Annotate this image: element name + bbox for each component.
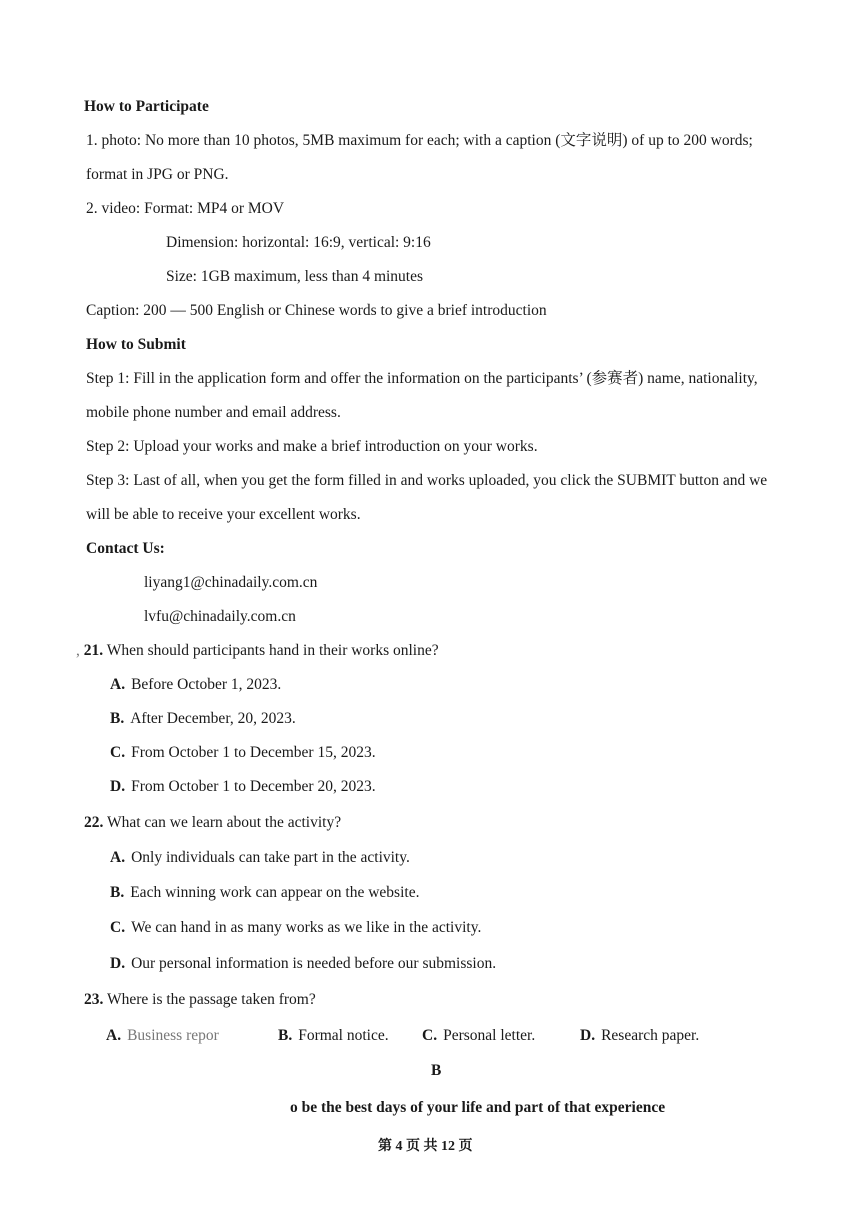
step1-line-2: mobile phone number and email address. bbox=[86, 404, 341, 421]
option-label: A. bbox=[110, 849, 126, 866]
question-22-option-d bbox=[110, 954, 496, 974]
photo-rule-line-1: 1. photo: No more than 10 photos, 5MB maximum for each; with a caption (文字说明) of up to 200 words; bbox=[86, 132, 753, 149]
option-text: We can hand in as many works as we like in the activity. bbox=[131, 919, 482, 936]
option-label: D. bbox=[580, 1027, 596, 1044]
margin-mark: , bbox=[76, 642, 80, 659]
option-label: A. bbox=[106, 1027, 122, 1044]
section-b-partial-line: o be the best days of your life and part of that experience bbox=[290, 1099, 666, 1116]
question-stem: When should participants hand in their works online? bbox=[106, 642, 439, 659]
contact-email-1: liyang1@chinadaily.com.cn bbox=[144, 574, 318, 591]
question-21-option-d bbox=[110, 777, 376, 797]
section-b-label: B bbox=[431, 1062, 442, 1079]
video-size-line: Size: 1GB maximum, less than 4 minutes bbox=[166, 268, 424, 285]
question-22-option-b bbox=[110, 883, 419, 903]
option-label: B. bbox=[110, 884, 125, 901]
question-22-option-c bbox=[110, 918, 481, 938]
option-text: Research paper. bbox=[601, 1027, 700, 1044]
question-23 bbox=[84, 990, 316, 1010]
question-number: 22. bbox=[84, 814, 104, 831]
step3-line-2: will be able to receive your excellent works. bbox=[86, 506, 361, 523]
step1-line-1: Step 1: Fill in the application form and offer the information on the participants’ (参赛者) name, nationality, bbox=[86, 370, 758, 387]
section-heading-participate: How to Participate bbox=[84, 98, 209, 115]
question-23-option-c bbox=[422, 1026, 535, 1046]
option-text: Only individuals can take part in the activity. bbox=[131, 849, 410, 866]
option-text: Before October 1, 2023. bbox=[131, 676, 282, 693]
option-label: B. bbox=[110, 710, 125, 727]
question-21-option-a bbox=[110, 675, 281, 695]
option-label: C. bbox=[110, 744, 126, 761]
option-text: Business repor bbox=[127, 1027, 219, 1044]
question-21-option-c bbox=[110, 743, 376, 763]
option-label: C. bbox=[110, 919, 126, 936]
question-stem: What can we learn about the activity? bbox=[106, 814, 342, 831]
video-rule-line: 2. video: Format: MP4 or MOV bbox=[86, 200, 285, 217]
question-21-option-b bbox=[110, 709, 296, 729]
question-22 bbox=[84, 813, 341, 833]
option-label: A. bbox=[110, 676, 126, 693]
photo-rule-line-2: format in JPG or PNG. bbox=[86, 166, 229, 183]
question-stem: Where is the passage taken from? bbox=[106, 991, 316, 1008]
option-label: B. bbox=[278, 1027, 293, 1044]
option-text: Each winning work can appear on the website. bbox=[130, 884, 420, 901]
option-text: Formal notice. bbox=[298, 1027, 389, 1044]
option-label: C. bbox=[422, 1027, 438, 1044]
option-label: D. bbox=[110, 778, 126, 795]
question-number: 23. bbox=[84, 991, 104, 1008]
question-number: 21. bbox=[83, 642, 104, 659]
step3-line-1: Step 3: Last of all, when you get the form filled in and works uploaded, you click the SUBMIT button and we bbox=[86, 472, 768, 489]
section-heading-contact: Contact Us: bbox=[86, 540, 165, 557]
option-label: D. bbox=[110, 955, 126, 972]
section-heading-submit: How to Submit bbox=[86, 336, 186, 353]
question-23-option-d bbox=[580, 1026, 699, 1046]
caption-rule-line: Caption: 200 — 500 English or Chinese words to give a brief introduction bbox=[86, 302, 547, 319]
contact-email-2: lvfu@chinadaily.com.cn bbox=[144, 608, 296, 625]
step2-line: Step 2: Upload your works and make a brief introduction on your works. bbox=[86, 438, 538, 455]
option-text: From October 1 to December 15, 2023. bbox=[131, 744, 376, 761]
question-22-option-a bbox=[110, 848, 410, 868]
option-text: Our personal information is needed before our submission. bbox=[131, 955, 497, 972]
option-text: After December, 20, 2023. bbox=[130, 710, 296, 727]
option-text: From October 1 to December 20, 2023. bbox=[131, 778, 376, 795]
video-dimension-line: Dimension: horizontal: 16:9, vertical: 9:16 bbox=[166, 234, 431, 251]
question-21 bbox=[76, 641, 439, 661]
question-23-option-b bbox=[278, 1026, 389, 1046]
question-23-option-a bbox=[106, 1026, 219, 1046]
page-number: 第 4 页 共 12 页 bbox=[378, 1139, 473, 1154]
option-text: Personal letter. bbox=[443, 1027, 536, 1044]
